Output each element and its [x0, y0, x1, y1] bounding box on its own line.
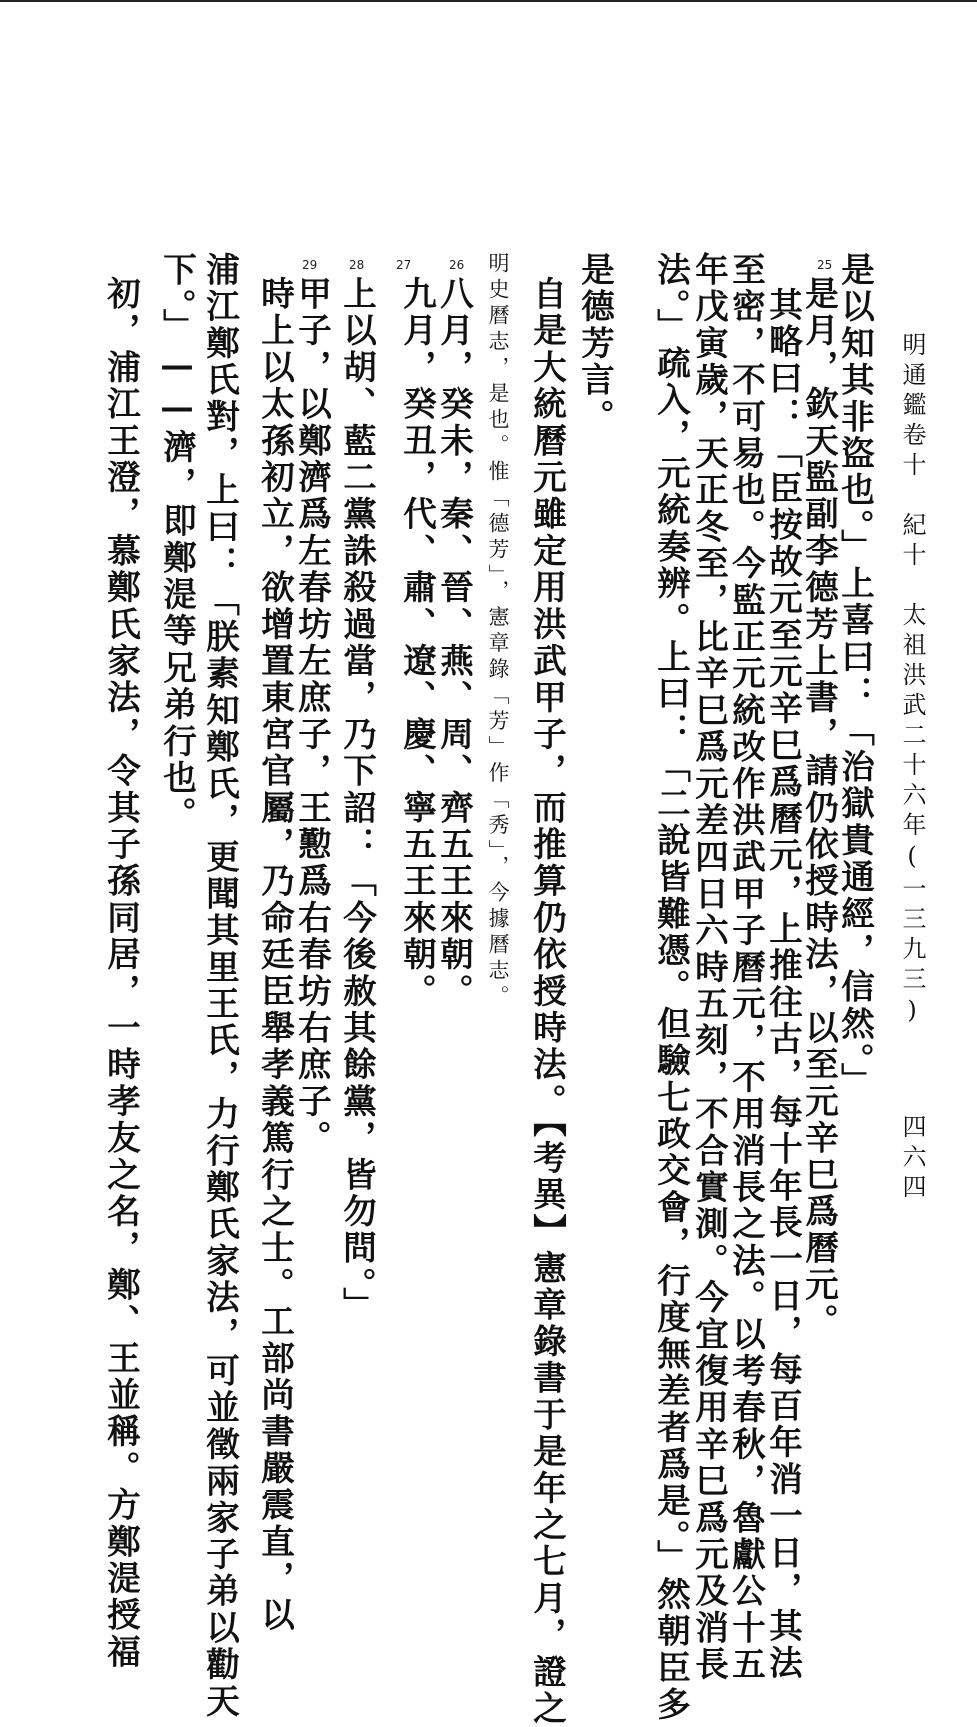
paragraph-marker-25: 25 [817, 258, 833, 272]
text-column-4: 至密，不可易也。今監正元統改作洪武甲子曆元，不用消長之法。以考春秋，魯獻公十五 [726, 252, 766, 1684]
text-column-1: 是以知其非盜也。」上喜曰：「治獄貴通經，信然。」 [835, 252, 875, 1100]
running-title: 明通鑑卷十 紀十 太祖洪武二十六年(一三九三) [898, 332, 926, 1030]
top-border-rule [0, 0, 977, 2]
text-column-2: 是月，欽天監副李德芳上書，請仍依授時法，以至元辛巳爲曆元。 [799, 276, 839, 1341]
text-column-15: 浦江鄭氏對，上曰：「朕素知鄭氏，更聞其里王氏，力行鄭氏家法，可並徵兩家子弟以勸天 [200, 252, 240, 1720]
text-column-6: 法。」疏入，元統奏辨。上曰：「二說皆難憑。但驗七政交會，行度無差者爲是。」然朝臣多 [651, 252, 691, 1724]
paragraph-marker-29: 29 [302, 258, 318, 272]
text-column-13: 甲子，以鄭濟爲左春坊左庶子，王懃爲右春坊右庶子。 [292, 276, 332, 1157]
text-column-17: 初，浦江王澄，慕鄭氏家法，令其子孫同居，一時孝友之名，鄭、王並稱。方鄭湜授福 [101, 276, 141, 1671]
text-column-3: 其略曰：「臣按故元至元辛巳爲曆元，上推往古，每十年長一日，每百年消一日，其法 [763, 287, 803, 1682]
text-column-10: 八月，癸未，秦、晉、燕、周、齊五王來朝。 [434, 276, 474, 1010]
page-number: 四六四 [898, 1114, 926, 1204]
text-column-5: 年戊寅歲，天正冬至，比辛巳爲元差四日六時五刻，不合實測。今宜復用辛巳爲元及消長 [689, 252, 729, 1684]
note-column-9: 明史曆志，是也。惟「德芳」，憲章錄「芳」作「秀」，今據曆志。 [486, 252, 510, 1011]
paragraph-marker-27: 27 [396, 258, 412, 272]
text-column-7: 是德芳言。 [575, 252, 615, 436]
running-header [900, 332, 934, 1302]
text-column-16: 下。」——濟，即鄭湜等兄弟行也。 [157, 252, 197, 834]
paragraph-marker-26: 26 [449, 258, 465, 272]
text-column-12: 上以胡、藍二黨誅殺過當，乃下詔：「今後赦其餘黨，皆勿問。」 [337, 276, 377, 1324]
text-column-14: 時上以太孫初立，欲增置東宮官屬，乃命廷臣舉孝義篤行之士。工部尚書嚴震直，以 [255, 276, 295, 1634]
paragraph-marker-28: 28 [349, 258, 365, 272]
text-column-11: 九月，癸丑，代、肅、遼、慶、寧五王來朝。 [397, 276, 437, 1010]
text-column-8: 自是大統曆元雖定用洪武甲子，而推算仍依授時法。【考異】憲章錄書于是年之七月，證之 [527, 276, 567, 1727]
